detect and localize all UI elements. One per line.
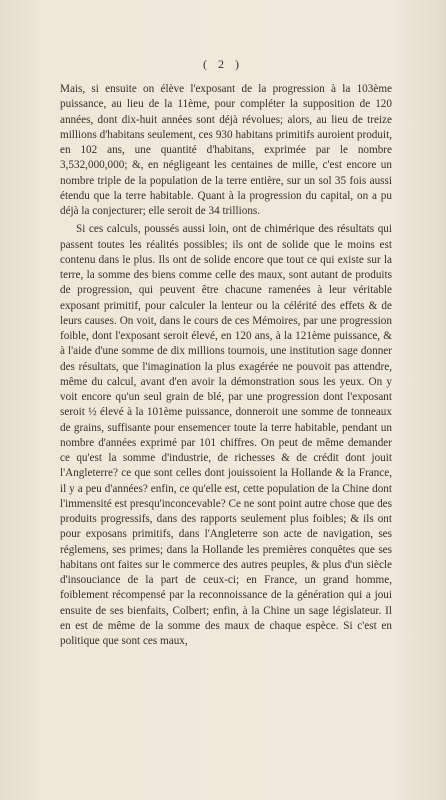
body-text: [60, 82, 392, 649]
page-number: ( 2 ): [203, 57, 243, 71]
paragraph: Si ces calculs, poussés aussi loin, ont de chimérique des résultats qui passent toutes les réalités possibles; ils ont de solide que le moins est contenu dans le plus. Ils ont de solide encore que tout ce qui existe sur la terre, la somme des biens comme celle des maux, sont autant de produits de progression, qui peuvent être chacune ramenées à leur véritable exposant primitif, pour calculer la lenteur ou la célérité des effets & de leurs causes. On voit, dans le cours de ces Mémoires, par une progression foible, dont l'exposant seroit élevé, en 120 ans, à la 121ème puissance, & à l'aide d'une somme de dix millions tournois, une institution sage donner des résultats, que l'imagination la plus exagérée ne pouvoit pas attendre, même du calcul, avant d'en avoir la démonstration sous les yeux. On y voit encore qu'un seul grain de blé, par une progression dont l'exposant seroit ½ élevé à la 101ème puissance, donneroit une somme de tonneaux de grains, suffisante pour ensemencer toute la terre habitable, pendant un nombre d'années exprimé par 101 chiffres. On peut de même demander ce qu'est la somme d'industrie, de richesses & de crédit dont jouit l'Angleterre? ce que sont celles dont jouissoient la Hollande & la France, il y a peu d'années? enfin, ce qu'elle est, cette population de la Chine dont l'immensité est presqu'inconcevable? Ce ne sont point autre chose que des produits progressifs, dans des rapports seulement plus foibles; & ils ont pour exposans primitifs, dans l'Angleterre son acte de navigation, ses réglemens, ses primes; dans la Hollande les premières conquêtes que ses habitans ont faites sur le commerce des autres peuples, & plus d'un siècle d'insouciance de la part de ceux-ci; en France, un grand homme, foiblement récompensé par la reconnoissance de la génération qui a joui ensuite de ses bienfaits, Colbert; enfin, à la Chine un sage législateur. Il en est de même de la somme des maux de chaque espèce. Si c'est en politique que sont ces maux,: [60, 223, 392, 647]
paragraph: Mais, si ensuite on élève l'exposant de la progression à la 103ème puissance, au lieu de la 11ème, pour compléter la supposition de 120 années, dont dix-huit années sont déjà révolues; alors, au lieu de treize millions d'habitans seulement, ces 930 habitans primitifs auroient produit, en 102 ans, une quantité d'habitans, exprimée par le nombre 3,532,000,000; &, en négligeant les centaines de mille, c'est encore un nombre triple de la population de la terre entière, sur un sol 35 fois aussi étendu que la terre habitable. Quant à la progression du capital, on a pu déjà la conjecturer; elle seroit de 34 trillions.: [60, 83, 392, 217]
